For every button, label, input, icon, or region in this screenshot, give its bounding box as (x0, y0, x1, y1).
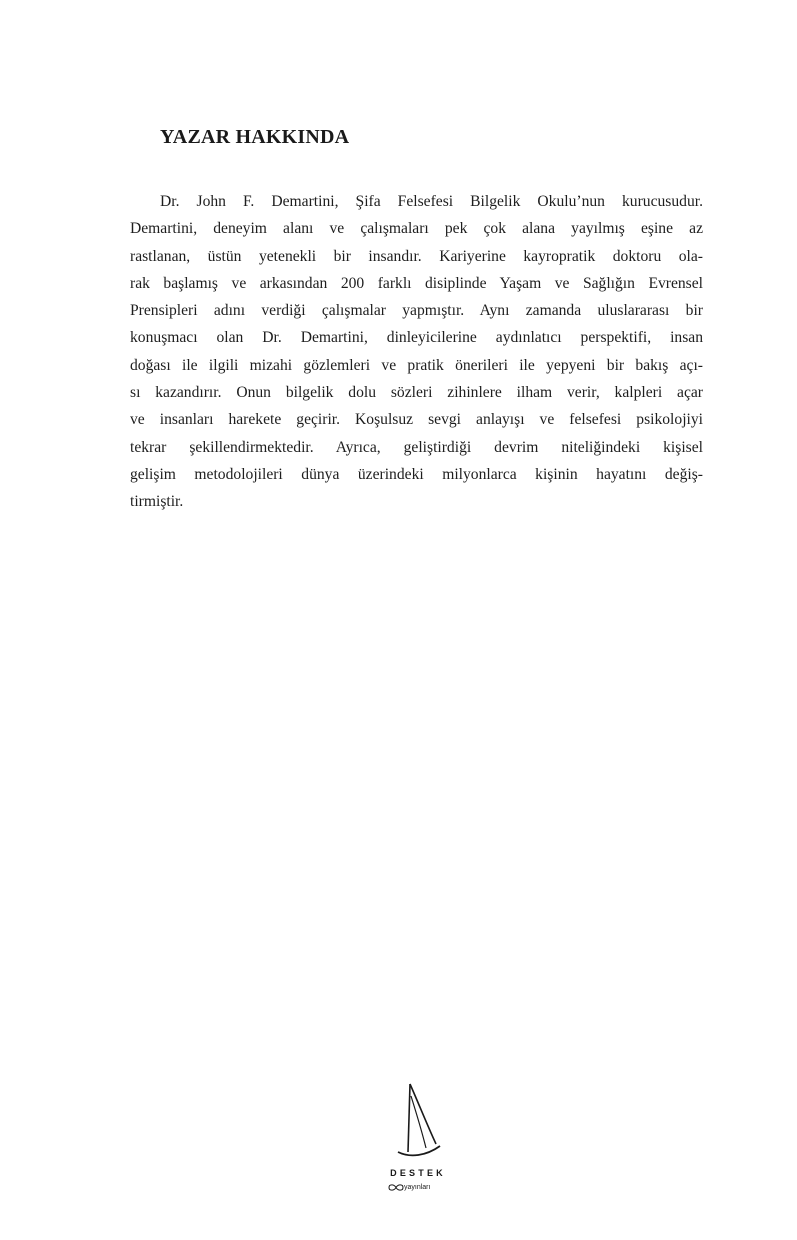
about-author-paragraph (130, 188, 703, 516)
paragraph-line: tirmiştir. (130, 493, 184, 511)
page-title: YAZAR HAKKINDA (160, 126, 350, 148)
publisher-logo (378, 1082, 458, 1202)
paragraph-line: konuşmacı olan Dr. Demartini, dinleyicilerine aydınlatıcı perspektifi, insan (130, 329, 703, 347)
paragraph-line: Dr. John F. Demartini, Şifa Felsefesi Bilgelik Okulu’nun kurucusudur. (160, 193, 703, 210)
sailboat-icon (388, 1082, 446, 1160)
paragraph-line: ve insanları harekete geçirir. Koşulsuz sevgi anlayışı ve felsefesi psikolojiyi (130, 411, 703, 429)
publisher-name: DESTEK (390, 1168, 446, 1178)
paragraph-line: rastlanan, üstün yetenekli bir insandır. Kariyerine kayropratik doktoru ola- (130, 247, 703, 265)
paragraph-line: gelişim metodolojileri dünya üzerindeki milyonlarca kişinin hayatını değiş- (130, 465, 703, 483)
infinity-icon (388, 1183, 404, 1192)
paragraph-line: rak başlamış ve arkasından 200 farklı disiplinde Yaşam ve Sağlığın Evrensel (130, 274, 703, 292)
publisher-sub-label: yayınları (404, 1184, 431, 1191)
paragraph-line: Demartini, deneyim alanı ve çalışmaları pek çok alana yayılmış eşine az (130, 220, 703, 238)
paragraph-line: tekrar şekillendirmektedir. Ayrıca, geliştirdiği devrim niteliğindeki kişisel (130, 438, 703, 456)
paragraph-line: sı kazandırır. Onun bilgelik dolu sözleri zihinlere ilham verir, kalpleri açar (130, 384, 703, 402)
paragraph-line: doğası ile ilgili mizahi gözlemleri ve pratik önerileri ile yepyeni bir bakış açı- (130, 356, 703, 374)
paragraph-line: Prensipleri adını verdiği çalışmalar yapmıştır. Aynı zamanda uluslararası bir (130, 302, 703, 320)
publisher-subtitle (388, 1182, 452, 1194)
